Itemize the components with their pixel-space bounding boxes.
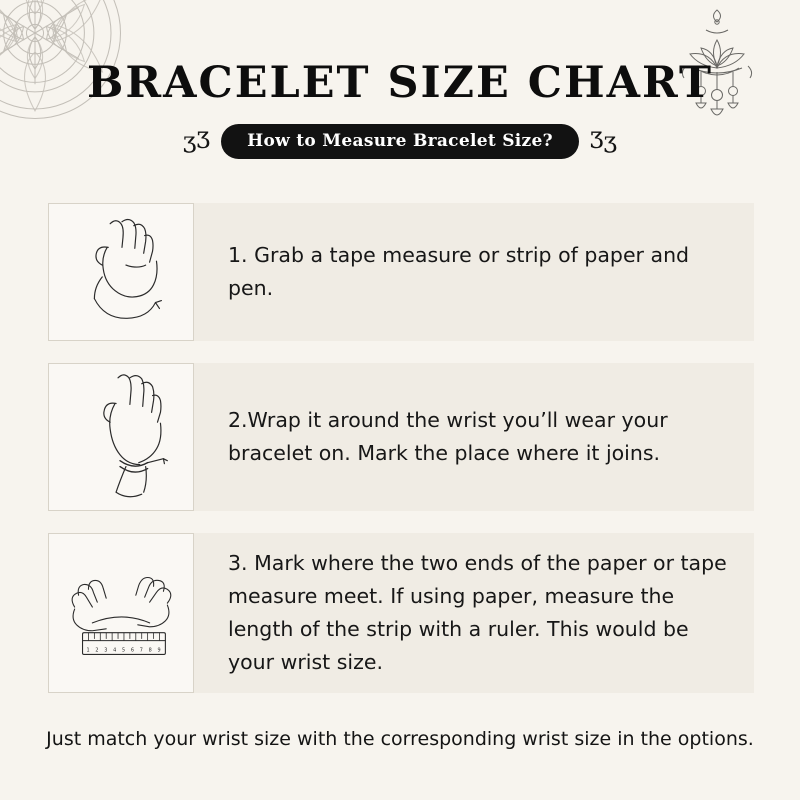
- hand-wrapped-tape-illustration: [48, 363, 194, 511]
- footer-note: Just match your wrist size with the corresponding wrist size in the options.: [46, 728, 754, 750]
- svg-text:6: 6: [130, 647, 135, 654]
- svg-text:3: 3: [104, 647, 108, 654]
- hands-measuring-ruler-illustration: [48, 533, 194, 693]
- list-item: [48, 363, 754, 511]
- steps-list: [48, 203, 754, 715]
- subtitle-badge: How to Measure Bracelet Size?: [221, 124, 579, 159]
- left-flourish-icon: ʒƷ: [183, 128, 211, 154]
- svg-text:8: 8: [148, 647, 152, 654]
- list-item: [48, 533, 754, 693]
- svg-text:1: 1: [86, 647, 90, 654]
- page-title: BRACELET SIZE CHART: [87, 58, 713, 108]
- list-item: [48, 203, 754, 341]
- svg-text:2: 2: [95, 647, 99, 654]
- subtitle-row: [0, 124, 800, 159]
- svg-text:9: 9: [157, 647, 161, 654]
- svg-text:4: 4: [113, 647, 117, 654]
- svg-text:7: 7: [139, 647, 143, 654]
- svg-text:5: 5: [121, 647, 126, 654]
- hand-holding-tape-illustration: [48, 203, 194, 341]
- step-text: 3. Mark where the two ends of the paper or tape measure meet. If using paper, measure the length of the strip with a ruler. This would be your wrist size.: [228, 550, 727, 675]
- step-text: 2.Wrap it around the wrist you’ll wear your bracelet on. Mark the place where it joins.: [228, 407, 668, 465]
- step-text: 1. Grab a tape measure or strip of paper and pen.: [228, 242, 690, 300]
- right-flourish-icon: Ʒʒ: [589, 128, 617, 154]
